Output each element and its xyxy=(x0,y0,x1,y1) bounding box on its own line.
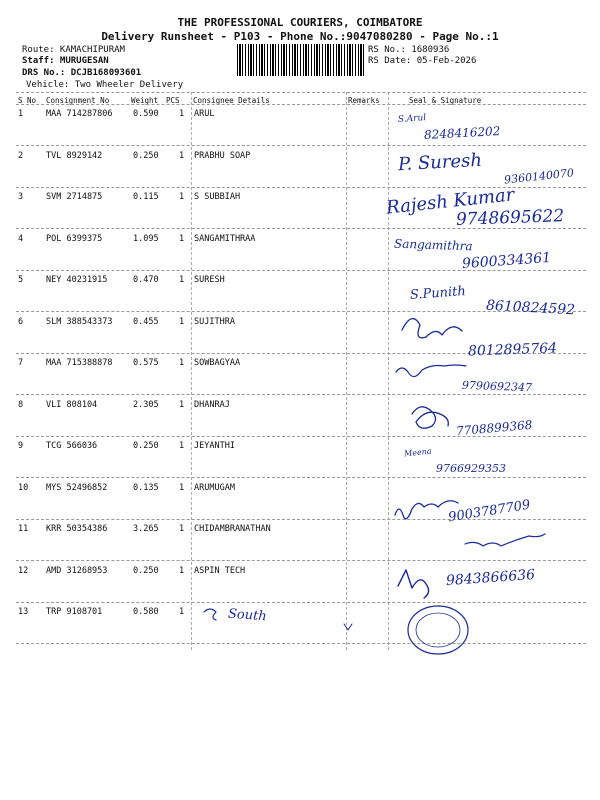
row-sno: 6 xyxy=(18,316,24,327)
row-pcs: 1 xyxy=(179,316,185,327)
row-consignment-no: MYS 52496852 xyxy=(46,482,108,493)
row-sno: 7 xyxy=(18,358,24,368)
row-pcs: 1 xyxy=(179,441,185,451)
company-title: THE PROFESSIONAL COURIERS, COIMBATORE xyxy=(177,16,423,29)
handwritten-phone: 9766929353 xyxy=(436,462,506,475)
handwritten-phone: 9843866636 xyxy=(445,566,536,590)
handwritten-phone: 9600334361 xyxy=(461,249,552,273)
handwritten-consignee: South xyxy=(227,606,268,625)
signature-row11 xyxy=(465,534,545,546)
row-pcs: 1 xyxy=(179,109,185,119)
row-consignee: ASPIN TECH xyxy=(194,565,246,576)
row-weight: 0.470 xyxy=(133,275,159,285)
handwritten-phone: 8248416202 xyxy=(423,124,501,142)
row-consignment-no: POL 6399375 xyxy=(46,233,103,244)
row-sno: 8 xyxy=(18,399,24,410)
row-pcs: 1 xyxy=(179,150,185,161)
row-sno: 1 xyxy=(18,109,24,119)
handwritten-phone: 8012895764 xyxy=(467,340,558,360)
row-pcs: 1 xyxy=(179,482,185,493)
handwritten-name: Meena xyxy=(403,446,432,459)
vehicle-label: Vehicle: Two Wheeler Delivery xyxy=(26,80,184,90)
signature-row10 xyxy=(395,501,458,519)
handwritten-phone: 9748695622 xyxy=(455,206,565,230)
row-weight: 3.265 xyxy=(133,524,159,534)
row-consignee: ARUL xyxy=(194,109,215,119)
row-weight: 0.250 xyxy=(133,150,159,161)
runsheet-title: Delivery Runsheet - P103 - Phone No.:9047080280 - Page No.:1 xyxy=(101,30,499,43)
row-weight: 2.305 xyxy=(133,399,159,410)
row-consignment-no: MAA 714287806 xyxy=(46,109,113,119)
row-consignee: SANGAMITHRAA xyxy=(194,233,256,244)
handwritten-name: P. Suresh xyxy=(397,149,483,176)
row-consignee: ARUMUGAM xyxy=(194,482,235,493)
row-consignment-no: AMD 31268953 xyxy=(46,565,108,576)
row-weight: 0.575 xyxy=(133,358,159,368)
row-pcs: 1 xyxy=(179,524,185,534)
handwritten-phone: 7708899368 xyxy=(455,417,533,439)
handwritten-name: S.Punith xyxy=(409,284,467,303)
row-pcs: 1 xyxy=(179,275,185,285)
row-consignment-no: KRR 50354386 xyxy=(46,524,108,534)
row-sno: 3 xyxy=(18,192,24,202)
row-sno: 12 xyxy=(18,565,29,576)
handwritten-phone: 9790692347 xyxy=(461,378,533,395)
row-consignee: SOWBAGYAA xyxy=(194,358,241,368)
row-consignee: SUJITHRA xyxy=(194,316,235,327)
staff-label: Staff: MURUGESAN xyxy=(22,56,109,66)
route-label: Route: KAMACHIPURAM xyxy=(22,45,125,55)
drs-number: DRS No.: DCJB168093601 xyxy=(22,68,142,78)
row-sno: 13 xyxy=(18,607,29,617)
strike-mark xyxy=(204,609,216,620)
row-pcs: 1 xyxy=(179,358,185,368)
col-header-weight: Weight xyxy=(131,96,159,105)
row-consignment-no: VLI 808104 xyxy=(46,399,98,410)
handwritten-phone: 9360140070 xyxy=(503,166,575,187)
signature-row7 xyxy=(396,365,466,377)
row-consignment-no: SLM 388543373 xyxy=(46,316,113,327)
col-header-consignment: Consignment No xyxy=(46,96,110,105)
row-consignment-no: TRP 9108701 xyxy=(46,607,103,617)
rubber-stamp-inner xyxy=(416,613,460,647)
row-sno: 4 xyxy=(18,233,24,244)
row-consignment-no: SVM 2714875 xyxy=(46,192,103,202)
row-pcs: 1 xyxy=(179,607,185,617)
handwritten-phone: 9003787709 xyxy=(447,497,532,526)
row-weight: 0.590 xyxy=(133,109,159,119)
row-consignee: JEYANTHI xyxy=(194,441,235,451)
handwritten-name: Sangamithra xyxy=(393,236,473,254)
signature-row6 xyxy=(402,319,462,338)
col-header-pcs: PCS xyxy=(166,96,180,105)
row-consignment-no: TCG 566036 xyxy=(46,441,98,451)
row-consignment-no: TVL 8929142 xyxy=(46,150,103,161)
row-consignee: PRABHU SOAP xyxy=(194,150,251,161)
row-weight: 0.250 xyxy=(133,441,159,451)
col-header-sno: S No xyxy=(18,96,37,105)
handwritten-phone: 8610824592 xyxy=(485,297,576,319)
row-consignee: DHANRAJ xyxy=(194,399,230,410)
col-header-seal: Seal & Signature xyxy=(409,96,482,105)
row-weight: 1.095 xyxy=(133,233,159,244)
row-consignee: CHIDAMBRANATHAN xyxy=(194,524,271,534)
row-pcs: 1 xyxy=(179,565,185,576)
row-sno: 11 xyxy=(18,524,29,534)
col-header-consignee: Consignee Details xyxy=(193,96,270,105)
row-pcs: 1 xyxy=(179,192,185,202)
signature-row12 xyxy=(398,570,429,598)
row-sno: 10 xyxy=(18,482,29,493)
rs-number: RS No.: 1680936 xyxy=(368,45,450,55)
row-weight: 0.115 xyxy=(133,192,159,202)
row-sno: 9 xyxy=(18,441,24,451)
row-weight: 0.580 xyxy=(133,607,159,617)
row-consignee: SURESH xyxy=(194,275,225,285)
tick-mark xyxy=(344,624,352,630)
handwritten-name: S.Arul xyxy=(397,113,427,125)
row-pcs: 1 xyxy=(179,233,185,244)
col-header-remarks: Remarks xyxy=(348,96,380,105)
row-weight: 0.250 xyxy=(133,565,159,576)
row-weight: 0.455 xyxy=(133,316,159,327)
row-consignee: S SUBBIAH xyxy=(194,192,241,202)
row-sno: 2 xyxy=(18,150,24,161)
row-consignment-no: MAA 715388878 xyxy=(46,358,113,368)
row-consignment-no: NEY 40231915 xyxy=(46,275,108,285)
row-weight: 0.135 xyxy=(133,482,159,493)
handwritten-name: Rajesh Kumar xyxy=(385,184,516,219)
rs-date: RS Date: 05-Feb-2026 xyxy=(368,56,477,66)
row-pcs: 1 xyxy=(179,399,185,410)
row-sno: 5 xyxy=(18,275,24,285)
signature-row8 xyxy=(412,407,448,428)
